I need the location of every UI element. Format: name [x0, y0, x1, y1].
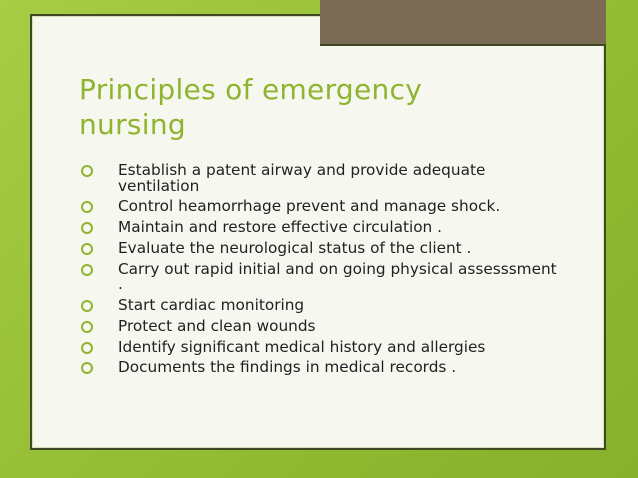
ring-bullet-icon	[81, 222, 93, 234]
decorative-corner-block	[320, 0, 606, 46]
list-item	[81, 360, 561, 376]
ring-bullet-icon	[81, 362, 93, 374]
list-item	[81, 163, 561, 194]
list-item	[81, 337, 561, 356]
list-item	[81, 220, 561, 236]
bullet-text: Control heamorrhage prevent and manage shock.	[118, 197, 501, 216]
ring-bullet-icon	[81, 243, 93, 255]
ring-bullet-icon	[81, 201, 93, 213]
list-item	[81, 238, 561, 257]
bullet-text: Establish a patent airway and provide adequate ventilation	[118, 161, 486, 195]
bullet-text: Maintain and restore effective circulation .	[118, 218, 442, 237]
ring-bullet-icon	[81, 300, 93, 312]
list-item	[81, 295, 561, 314]
slide-title: Principles of emergency nursing	[79, 73, 423, 141]
bullet-text: Start cardiac monitoring	[118, 295, 305, 314]
list-item	[81, 199, 561, 215]
bullet-text: Identify significant medical history and allergies	[118, 337, 486, 356]
bullet-text: Evaluate the neurological status of the client .	[118, 238, 472, 257]
bullet-text: Documents the findings in medical records .	[118, 358, 457, 377]
bullet-text: Protect and clean wounds	[118, 316, 316, 335]
ring-bullet-icon	[81, 264, 93, 276]
bullet-text: Carry out rapid initial and on going physical assesssment .	[118, 259, 557, 294]
bullet-list	[81, 163, 561, 381]
ring-bullet-icon	[81, 321, 93, 333]
ring-bullet-icon	[81, 342, 93, 354]
list-item	[81, 259, 561, 294]
ring-bullet-icon	[81, 165, 93, 177]
list-item	[81, 316, 561, 335]
